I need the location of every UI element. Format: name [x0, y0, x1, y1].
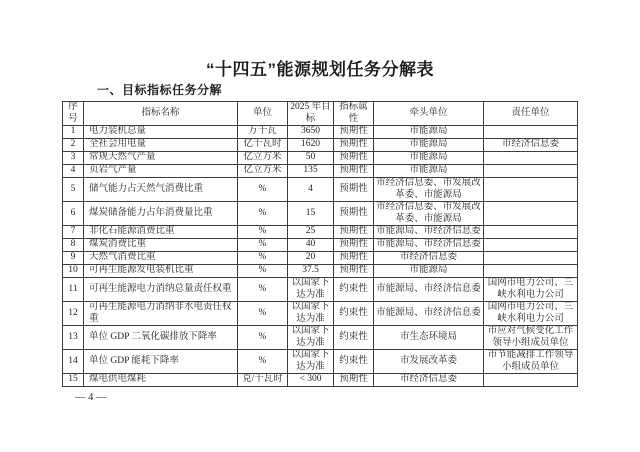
cell-serial: 13: [63, 326, 84, 350]
cell-unit: %: [238, 239, 288, 252]
cell-unit: 万千瓦: [238, 126, 288, 139]
table-row: [63, 302, 578, 326]
cell-lead-unit: 市能源局: [374, 265, 484, 278]
cell-indicator-name: 煤炭储备能力占年消费量比重: [84, 202, 238, 226]
cell-serial: 11: [63, 278, 84, 302]
cell-attribute: 预期性: [334, 265, 374, 278]
cell-unit: %: [238, 226, 288, 239]
cell-attribute: 预期性: [334, 152, 374, 165]
cell-unit: 克/千瓦时: [238, 374, 288, 387]
cell-target-2025: 以国家下达为准: [288, 302, 334, 326]
col-header-resp-unit: 责任单位: [484, 102, 578, 126]
cell-indicator-name: 可再生能源电力消纳非水电责任权重: [84, 302, 238, 326]
cell-target-2025: 135: [288, 165, 334, 178]
col-header-target: 2025 年目标: [288, 102, 334, 126]
cell-responsible-unit: [484, 126, 578, 139]
cell-lead-unit: 市能源局: [374, 165, 484, 178]
cell-target-2025: 以国家下达为准: [288, 278, 334, 302]
cell-unit: 亿千瓦时: [238, 139, 288, 152]
cell-lead-unit: 市能源局、市经济信息委: [374, 278, 484, 302]
table-row: [63, 326, 578, 350]
page-number: — 4 —: [75, 392, 107, 403]
cell-unit: %: [238, 326, 288, 350]
cell-serial: 3: [63, 152, 84, 165]
cell-target-2025: 15: [288, 202, 334, 226]
section-heading: 一、目标指标任务分解: [97, 83, 223, 97]
cell-attribute: 约束性: [334, 350, 374, 374]
cell-responsible-unit: 市节能减排工作领导小组成员单位: [484, 350, 578, 374]
table-row: [63, 152, 578, 165]
cell-target-2025: 25: [288, 226, 334, 239]
cell-target-2025: 50: [288, 152, 334, 165]
table-body: [63, 126, 578, 387]
cell-indicator-name: 非化石能源消费比重: [84, 226, 238, 239]
cell-attribute: 预期性: [334, 165, 374, 178]
cell-lead-unit: 市经济信息委、市发展改革委、市能源局: [374, 202, 484, 226]
table-row: [63, 239, 578, 252]
col-header-attribute: 指标属性: [334, 102, 374, 126]
cell-attribute: 预期性: [334, 374, 374, 387]
cell-serial: 1: [63, 126, 84, 139]
col-header-lead-unit: 牵头单位: [374, 102, 484, 126]
cell-target-2025: 3650: [288, 126, 334, 139]
cell-indicator-name: 煤炭消费比重: [84, 239, 238, 252]
table-row: [63, 178, 578, 202]
table-row: [63, 350, 578, 374]
cell-responsible-unit: 国网市电力公司、三峡水利电力公司: [484, 278, 578, 302]
cell-lead-unit: 市能源局: [374, 126, 484, 139]
table-row: [63, 374, 578, 387]
cell-attribute: 预期性: [334, 139, 374, 152]
col-header-indicator: 指标名称: [84, 102, 238, 126]
cell-attribute: 预期性: [334, 239, 374, 252]
table-row: [63, 265, 578, 278]
cell-unit: %: [238, 302, 288, 326]
table-header-row: [63, 102, 578, 126]
cell-indicator-name: 煤电供电煤耗: [84, 374, 238, 387]
cell-serial: 9: [63, 252, 84, 265]
cell-indicator-name: 可再生能源电力消纳总量责任权重: [84, 278, 238, 302]
cell-serial: 12: [63, 302, 84, 326]
cell-responsible-unit: [484, 152, 578, 165]
table-row: [63, 252, 578, 265]
table-row: [63, 202, 578, 226]
cell-responsible-unit: [484, 165, 578, 178]
cell-lead-unit: 市发展改革委: [374, 350, 484, 374]
cell-lead-unit: 市能源局、市经济信息委: [374, 239, 484, 252]
cell-serial: 6: [63, 202, 84, 226]
page-title: “十四五”能源规划任务分解表: [206, 60, 434, 79]
cell-unit: %: [238, 350, 288, 374]
cell-responsible-unit: [484, 265, 578, 278]
cell-indicator-name: 页岩气产量: [84, 165, 238, 178]
cell-lead-unit: 市经济信息委、市发展改革委、市能源局: [374, 178, 484, 202]
cell-responsible-unit: [484, 374, 578, 387]
cell-indicator-name: 可再生能源发电装机比重: [84, 265, 238, 278]
cell-indicator-name: 储气能力占天然气消费比重: [84, 178, 238, 202]
cell-attribute: 预期性: [334, 226, 374, 239]
cell-lead-unit: 市能源局、市经济信息委: [374, 302, 484, 326]
cell-indicator-name: 电力装机总量: [84, 126, 238, 139]
table-row: [63, 139, 578, 152]
cell-target-2025: 以国家下达为准: [288, 350, 334, 374]
cell-unit: %: [238, 265, 288, 278]
cell-attribute: 约束性: [334, 302, 374, 326]
cell-unit: %: [238, 202, 288, 226]
cell-target-2025: 以国家下达为准: [288, 326, 334, 350]
cell-attribute: 预期性: [334, 252, 374, 265]
cell-indicator-name: 单位 GDP 能耗下降率: [84, 350, 238, 374]
table-row: [63, 278, 578, 302]
cell-serial: 15: [63, 374, 84, 387]
cell-indicator-name: 全社会用电量: [84, 139, 238, 152]
cell-lead-unit: 市生态环境局: [374, 326, 484, 350]
cell-serial: 7: [63, 226, 84, 239]
cell-responsible-unit: 市经济信息委: [484, 139, 578, 152]
cell-indicator-name: 常规天然气产量: [84, 152, 238, 165]
cell-unit: 亿立方米: [238, 165, 288, 178]
cell-responsible-unit: [484, 239, 578, 252]
cell-attribute: 约束性: [334, 278, 374, 302]
cell-serial: 4: [63, 165, 84, 178]
cell-responsible-unit: 市应对气候变化工作领导小组成员单位: [484, 326, 578, 350]
cell-unit: %: [238, 178, 288, 202]
cell-lead-unit: 市能源局、市经济信息委: [374, 226, 484, 239]
cell-attribute: 约束性: [334, 326, 374, 350]
cell-responsible-unit: [484, 178, 578, 202]
col-header-unit: 单位: [238, 102, 288, 126]
cell-lead-unit: 市经济信息委: [374, 374, 484, 387]
cell-target-2025: 40: [288, 239, 334, 252]
cell-target-2025: < 300: [288, 374, 334, 387]
cell-lead-unit: 市能源局: [374, 139, 484, 152]
col-header-serial: 序号: [63, 102, 84, 126]
cell-indicator-name: 单位 GDP 二氧化碳排放下降率: [84, 326, 238, 350]
cell-serial: 5: [63, 178, 84, 202]
cell-unit: %: [238, 252, 288, 265]
cell-attribute: 预期性: [334, 126, 374, 139]
cell-lead-unit: 市能源局: [374, 152, 484, 165]
cell-attribute: 预期性: [334, 178, 374, 202]
cell-target-2025: 20: [288, 252, 334, 265]
cell-responsible-unit: [484, 202, 578, 226]
cell-attribute: 预期性: [334, 202, 374, 226]
table-row: [63, 226, 578, 239]
cell-serial: 2: [63, 139, 84, 152]
cell-responsible-unit: [484, 252, 578, 265]
cell-unit: %: [238, 278, 288, 302]
cell-serial: 8: [63, 239, 84, 252]
cell-responsible-unit: 国网市电力公司、三峡水利电力公司: [484, 302, 578, 326]
table-row: [63, 126, 578, 139]
cell-responsible-unit: [484, 226, 578, 239]
cell-serial: 10: [63, 265, 84, 278]
cell-serial: 14: [63, 350, 84, 374]
cell-target-2025: 37.5: [288, 265, 334, 278]
targets-table: [62, 101, 578, 387]
cell-lead-unit: 市经济信息委: [374, 252, 484, 265]
cell-indicator-name: 天然气消费比重: [84, 252, 238, 265]
cell-unit: 亿立方米: [238, 152, 288, 165]
cell-target-2025: 1620: [288, 139, 334, 152]
cell-target-2025: 4: [288, 178, 334, 202]
table-row: [63, 165, 578, 178]
